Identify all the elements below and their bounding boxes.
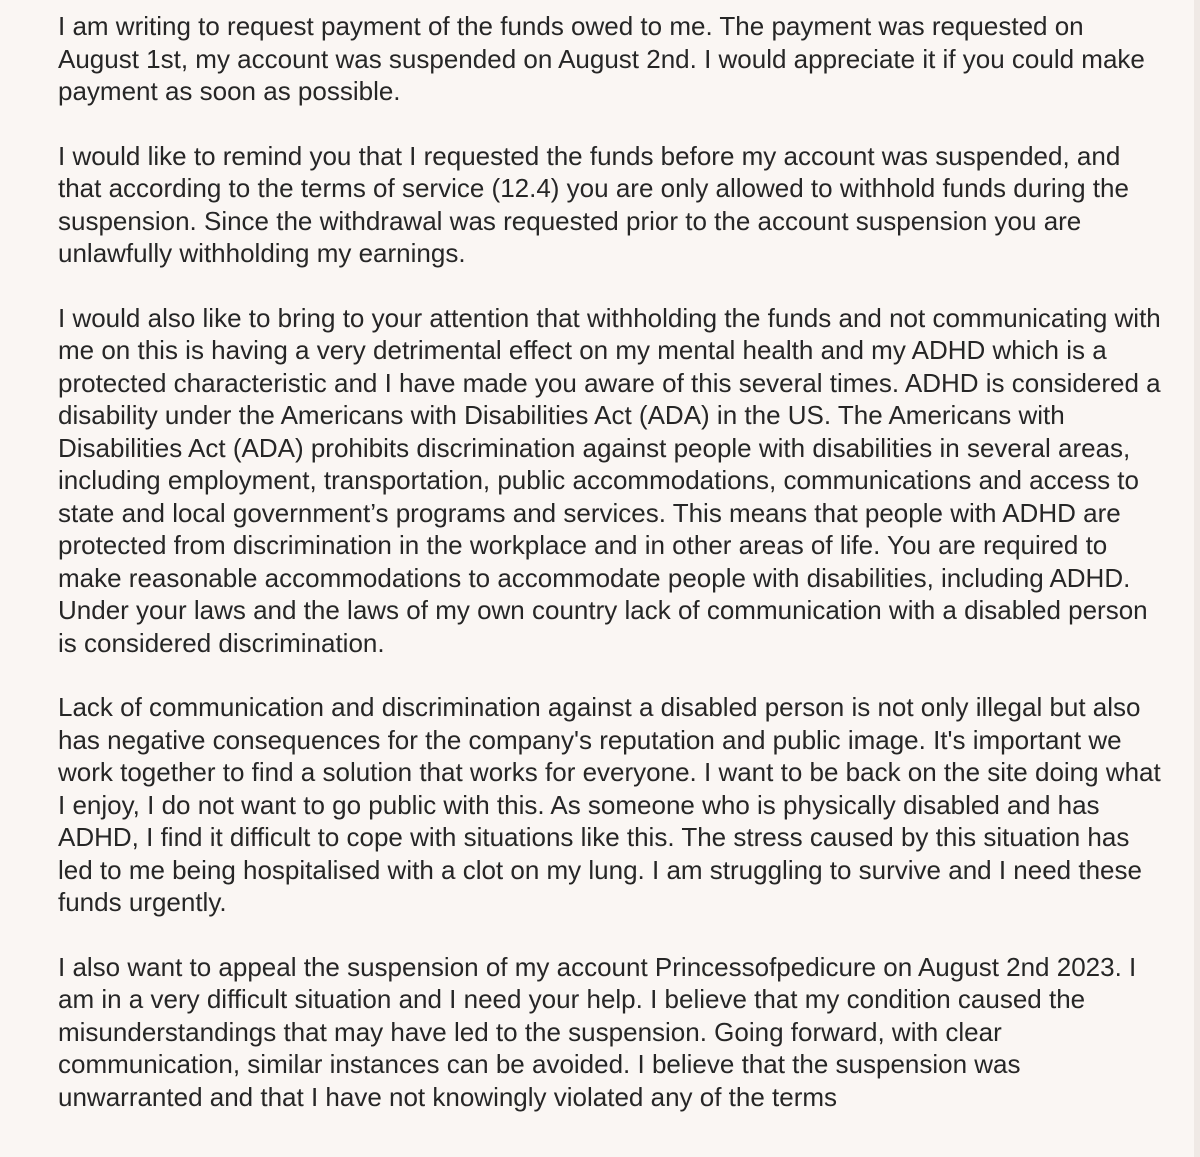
- letter-paragraph-3: I would also like to bring to your attention that withholding the funds and not communicating with me on this is having a very detrimental effect on my mental health and my ADHD which is a protected characteristic and I have made you aware of this several times. ADHD is considered a disability under the Americans with Disabilities Act (ADA) in the US. The Americans with Disabilities Act (ADA) prohibits discrimination against people with disabilities in several areas, including employment, transportation, public accommodations, communications and access to state and local government’s programs and services. This means that people with ADHD are protected from discrimination in the workplace and in other areas of life. You are required to make reasonable accommodations to accommodate people with disabilities, including ADHD. Under your laws and the laws of my own country lack of communication with a disabled person is considered discrimination.: [58, 302, 1161, 658]
- scrollbar-track[interactable]: [1194, 0, 1200, 1157]
- letter-paragraph-5: I also want to appeal the suspension of my account Princessofpedicure on August 2nd 2023. I am in a very difficult situation and I need your help. I believe that my condition caused the misunderstandings that may have led to the suspension. Going forward, with clear communication, similar instances can be avoided. I believe that the suspension was unwarranted and that I have not knowingly violated any of the terms: [58, 951, 1137, 1112]
- letter-paragraph-1: I am writing to request payment of the funds owed to me. The payment was requested on August 1st, my account was suspended on August 2nd. I would appreciate it if you could make payment as soon as possible.: [58, 11, 1145, 106]
- letter-paragraph-2: I would like to remind you that I requested the funds before my account was suspended, and that according to the terms of service (12.4) you are only allowed to withhold funds during the suspension. Since the withdrawal was requested prior to the account suspension you are unlawfully withholding my earnings.: [58, 140, 1129, 268]
- letter-paragraph-4: Lack of communication and discrimination against a disabled person is not only illegal but also has negative consequences for the company's reputation and public image. It's important we work together to find a solution that works for everyone. I want to be back on the site doing what I enjoy, I do not want to go public with this. As someone who is physically disabled and has ADHD, I find it difficult to cope with situations like this. The stress caused by this situation has led to me being hospitalised with a clot on my lung. I am struggling to survive and I need these funds urgently.: [58, 692, 1161, 917]
- letter-body: [58, 10, 1168, 1145]
